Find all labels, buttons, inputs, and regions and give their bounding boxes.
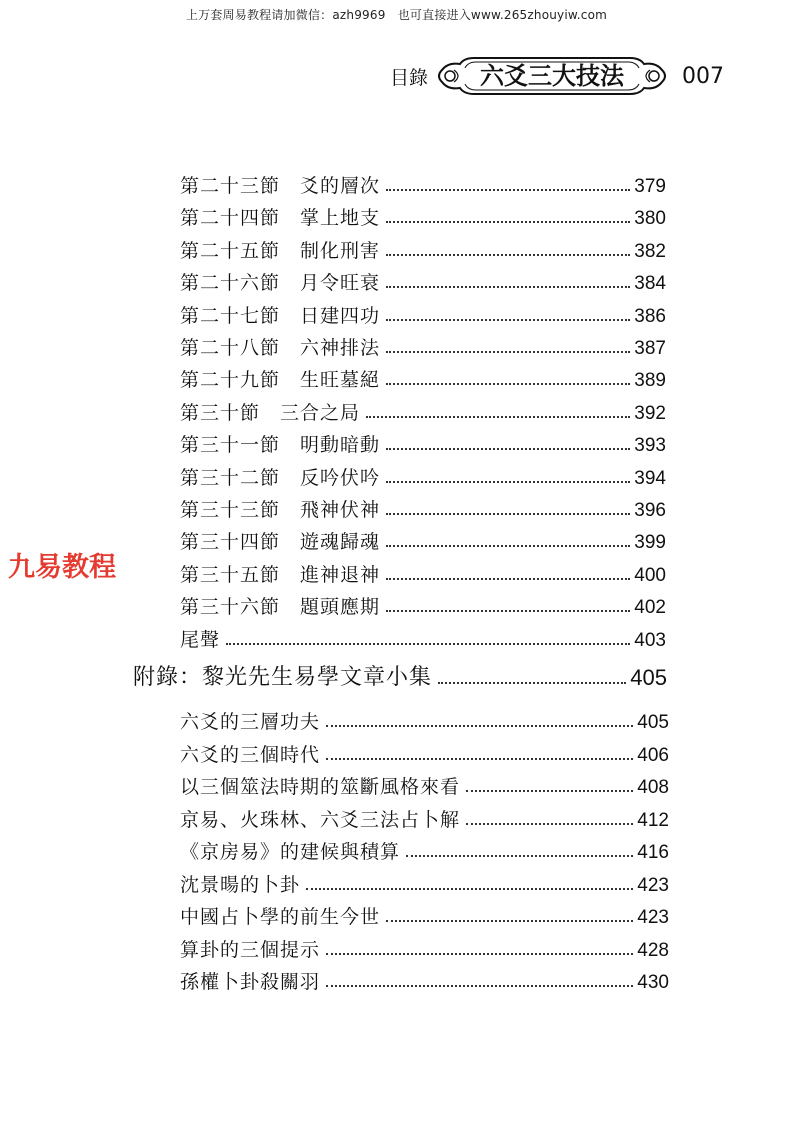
toc-leader-dots: [386, 221, 630, 223]
toc-leader-dots: [326, 985, 633, 987]
toc-entry-page: 387: [634, 338, 666, 359]
toc-entry-label: 《京房易》的建候與積算: [180, 841, 401, 863]
toc-entry[interactable]: [180, 771, 669, 799]
toc-entry-label: 京易、火珠林、六爻三法占卜解: [180, 808, 461, 831]
toc-entry-page: 428: [637, 939, 669, 961]
toc-leader-dots: [386, 351, 630, 353]
toc-entry-label: 第二十三節 爻的層次: [180, 175, 381, 197]
toc-leader-dots: [386, 319, 630, 321]
toc-leader-dots: [386, 254, 630, 256]
toc-entry-page: 405: [630, 665, 667, 690]
toc-leader-dots: [326, 758, 633, 760]
toc-entry[interactable]: [180, 300, 666, 328]
toc-entry-page: 405: [637, 712, 669, 733]
toc-entry-label: 附錄：黎光先生易學文章小集: [133, 665, 433, 690]
toc-entry-page: 400: [634, 564, 666, 586]
toc-entry[interactable]: [180, 429, 666, 457]
title-banner: [434, 48, 670, 104]
toc-entry[interactable]: [180, 804, 669, 832]
toc-entry[interactable]: [180, 170, 666, 198]
toc-entry[interactable]: [180, 836, 669, 864]
toc-entry-label: 第三十三節 飛神伏神: [180, 499, 381, 521]
toc-entry-page: 389: [634, 370, 666, 392]
toc-leader-dots: [226, 643, 630, 645]
toc-entry-label: 沈景暘的卜卦: [180, 873, 301, 896]
toc-entry[interactable]: [180, 706, 669, 734]
toc-entry-page: 423: [637, 907, 669, 928]
toc-entry-page: 382: [634, 240, 666, 262]
toc-entry[interactable]: [180, 966, 669, 994]
toc-leader-dots: [386, 610, 630, 612]
toc-entry-page: 379: [634, 176, 666, 197]
toc-entry-label: 以三個筮法時期的筮斷風格來看: [180, 776, 461, 798]
toc-entry-label: 第三十四節 遊魂歸魂: [180, 531, 381, 554]
toc-entry-page: 399: [634, 532, 666, 554]
toc-entry-label: 第三十二節 反吟伏吟: [180, 466, 381, 489]
toc-entry-page: 384: [634, 273, 666, 295]
page-number: 007: [682, 63, 725, 89]
toc-entry-label: 孫權卜卦殺關羽: [180, 971, 321, 993]
toc-entry-page: 396: [634, 500, 666, 521]
toc-entry-page: 402: [634, 597, 666, 619]
toc-entry[interactable]: [180, 267, 666, 295]
toc-entry-page: 380: [634, 208, 666, 230]
toc-entry-page: 416: [637, 842, 669, 863]
toc-entry[interactable]: [180, 624, 666, 652]
toc-entry[interactable]: [180, 397, 666, 425]
toc-entry-page: 394: [634, 467, 666, 489]
toc-entry-label: 六爻的三層功夫: [180, 711, 321, 733]
toc-entry[interactable]: [180, 934, 669, 962]
toc-entry-label: 第二十六節 月令旺衰: [180, 272, 381, 295]
toc-entry-label: 第二十八節 六神排法: [180, 337, 381, 359]
toc-entry-page: 406: [637, 744, 669, 766]
toc-entry-label: 算卦的三個提示: [180, 938, 321, 961]
page-header: [390, 48, 724, 104]
watermark-text: 九易教程: [8, 552, 116, 583]
toc-leader-dots: [306, 888, 633, 890]
toc-entry[interactable]: [180, 869, 669, 897]
toc-leader-dots: [386, 189, 630, 191]
toc-leader-dots: [438, 682, 626, 684]
toc-leader-dots: [386, 920, 633, 922]
toc-entry-page: 430: [637, 972, 669, 993]
toc-entry[interactable]: [180, 591, 666, 619]
toc-leader-dots: [466, 790, 633, 792]
toc-appendix-heading[interactable]: [133, 663, 667, 691]
toc-entry[interactable]: [180, 332, 666, 360]
toc-entry[interactable]: [180, 202, 666, 230]
toc-entry-label: 六爻的三個時代: [180, 743, 321, 766]
toc-leader-dots: [386, 545, 630, 547]
toc-entry-page: 423: [637, 874, 669, 896]
toc-entry-label: 第三十五節 進神退神: [180, 563, 381, 586]
toc-entry-label: 中國占卜學的前生今世: [180, 906, 381, 928]
toc-leader-dots: [386, 481, 630, 483]
toc-entry-label: 第二十七節 日建四功: [180, 304, 381, 327]
toc-leader-dots: [386, 578, 630, 580]
toc-leader-dots: [386, 286, 630, 288]
toc-entry[interactable]: [180, 494, 666, 522]
top-note: 上万套周易教程请加微信：azh9969 也可直接进入www.265zhouyiw.com: [185, 8, 608, 22]
toc-leader-dots: [466, 823, 633, 825]
toc-leader-dots: [326, 953, 633, 955]
toc-leader-dots: [326, 725, 633, 727]
book-title: 六爻三大技法: [480, 61, 625, 90]
toc-entry[interactable]: [180, 364, 666, 392]
toc-entry-page: 393: [634, 435, 666, 457]
toc-entry-label: 第三十節 三合之局: [180, 401, 361, 424]
toc-entry-label: 第三十六節 題頭應期: [180, 596, 381, 619]
toc-entry-page: 386: [634, 305, 666, 327]
toc-leader-dots: [386, 513, 630, 515]
toc-entry[interactable]: [180, 559, 666, 587]
toc-leader-dots: [386, 448, 630, 450]
toc-entry-label: 第三十一節 明動暗動: [180, 434, 381, 457]
toc-entry-label: 尾聲: [180, 628, 221, 651]
toc-entry-page: 408: [637, 777, 669, 798]
section-label: 目錄: [390, 66, 429, 89]
toc-entry[interactable]: [180, 462, 666, 490]
toc-leader-dots: [406, 855, 633, 857]
toc-entry[interactable]: [180, 235, 666, 263]
toc-leader-dots: [366, 416, 630, 418]
toc-entry[interactable]: [180, 739, 669, 767]
toc-entry-label: 第二十五節 制化刑害: [180, 239, 381, 262]
toc-entry-page: 392: [634, 402, 666, 424]
toc-entry-label: 第二十四節 掌上地支: [180, 207, 381, 230]
toc-entry[interactable]: [180, 901, 669, 929]
toc-leader-dots: [386, 383, 630, 385]
toc-entry[interactable]: [180, 526, 666, 554]
toc-entry-page: 403: [634, 629, 666, 651]
toc-entry-page: 412: [637, 809, 669, 831]
toc-entry-label: 第二十九節 生旺墓絕: [180, 369, 381, 392]
